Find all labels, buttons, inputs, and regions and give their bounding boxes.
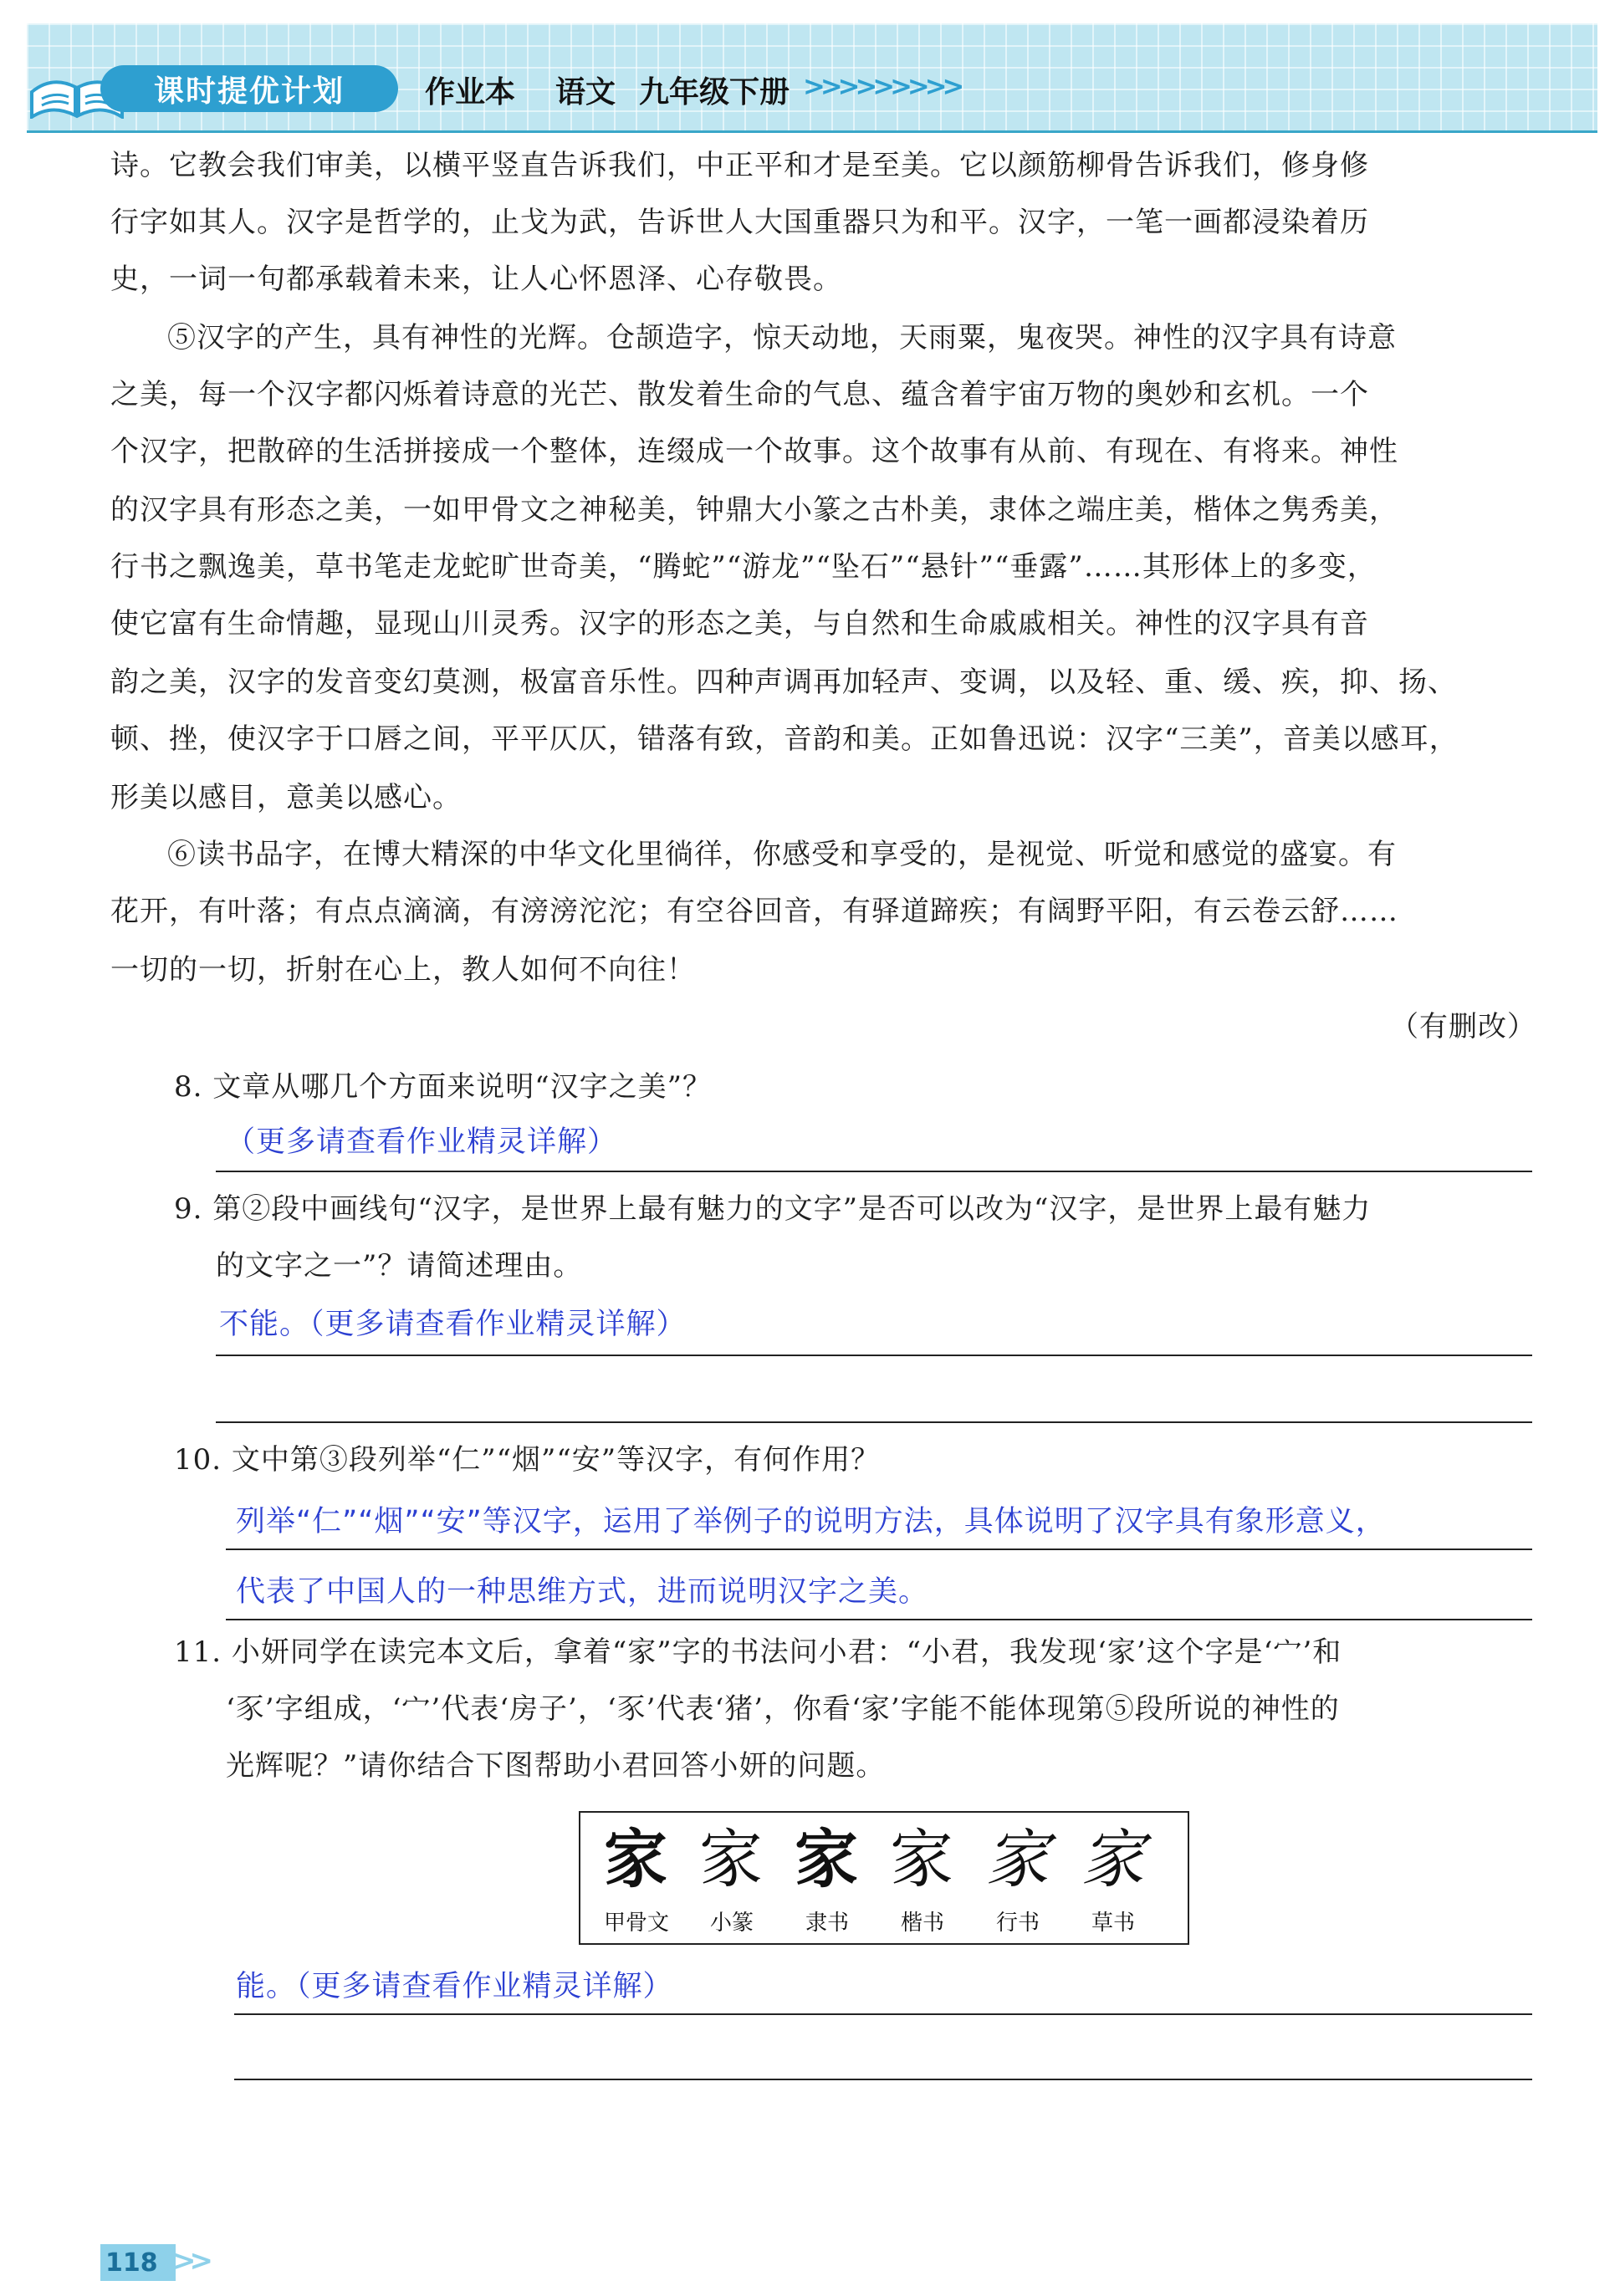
glyph-label: 楷书: [900, 1911, 944, 1936]
glyph-clerical: 家: [795, 1822, 858, 1896]
question-9-line2: 的文字之一”？请简述理由。: [216, 1249, 583, 1283]
subject: 语文: [555, 75, 616, 110]
answer-line: [216, 1421, 1532, 1423]
question-8: 8. 文章从哪几个方面来说明“汉字之美”？: [174, 1070, 713, 1104]
question-11-line1: 11. 小妍同学在读完本文后，拿着“家”字的书法问小君：“小君，我发现‘家’这个字是‘宀’和: [174, 1635, 1342, 1669]
answer-line: [226, 1619, 1532, 1620]
answer-line: [234, 2013, 1532, 2015]
glyph-oracle: 家: [604, 1822, 667, 1896]
glyph-running: 家: [985, 1822, 1049, 1896]
glyph-regular: 家: [890, 1822, 953, 1896]
passage-line: 的汉字具有形态之美，一如甲骨文之神秘美，钟鼎大小篆之古朴美，隶体之端庄美，楷体之隽秀美，: [110, 493, 1398, 527]
question-11-line3: 光辉呢？”请你结合下图帮助小君回答小妍的问题。: [226, 1749, 886, 1783]
passage-line: 史，一词一句都承载着未来，让人心怀恩泽、心存敬畏。: [110, 263, 842, 296]
question-11-line2: ‘豕’字组成，‘宀’代表‘房子’，‘豕’代表‘猪’，你看‘家’字能不能体现第⑤段所说的神性的: [226, 1692, 1340, 1726]
header-chevrons: >>>>>>>>>: [803, 70, 960, 102]
book-type: 作业本: [425, 75, 516, 110]
passage-line: ⑤汉字的产生，具有神性的光辉。仓颉造字，惊天动地，天雨粟，鬼夜哭。神性的汉字具有诗意: [167, 321, 1397, 355]
page-number: 118: [100, 2244, 176, 2281]
passage-line: 形美以感目，意美以感心。: [110, 781, 462, 814]
brand-badge: 课时提优计划: [100, 65, 398, 112]
glyph-seal: 家: [699, 1822, 763, 1896]
answer-10-line1: 列举“仁”“烟”“安”等汉字，运用了举例子的说明方法，具体说明了汉字具有象形意义，: [236, 1505, 1386, 1538]
passage-line: 之美，每一个汉字都闪烁着诗意的光芒、散发着生命的气息、蕴含着宇宙万物的奥妙和玄机。一个: [110, 378, 1369, 411]
page-chevron-icon: >>: [172, 2244, 207, 2278]
answer-line: [216, 1355, 1532, 1356]
passage-line: 一切的一切，折射在心上，教人如何不向往！: [110, 953, 696, 987]
passage-line: 顿、挫，使汉字于口唇之间，平平仄仄，错落有致，音韵和美。正如鲁迅说：汉字“三美”，音美以感耳，: [110, 722, 1459, 756]
answer-11: 能。（更多请查看作业精灵详解）: [236, 1970, 673, 2003]
answer-line: [234, 2079, 1532, 2080]
passage-line: 行字如其人。汉字是哲学的，止戈为武，告诉世人大国重器只为和平。汉字，一笔一画都浸染着历: [110, 206, 1369, 239]
grade: 九年级下册: [639, 75, 790, 110]
answer-9: 不能。（更多请查看作业精灵详解）: [219, 1308, 687, 1341]
answer-8: （更多请查看作业精灵详解）: [226, 1125, 618, 1159]
glyph-label: 隶书: [805, 1911, 849, 1936]
answer-10-line2: 代表了中国人的一种思维方式，进而说明汉字之美。: [236, 1575, 929, 1609]
question-9-line1: 9. 第②段中画线句“汉字，是世界上最有魅力的文字”是否可以改为“汉字，是世界上最有魅力: [174, 1192, 1372, 1226]
passage-line: 行书之飘逸美，草书笔走龙蛇旷世奇美，“腾蛇”“游龙”“坠石”“悬针”“垂露”……其形体上的多变，: [110, 550, 1377, 584]
glyph-label: 草书: [1091, 1911, 1135, 1936]
passage-line: 个汉字，把散碎的生活拼接成一个整体，连缀成一个故事。这个故事有从前、有现在、有将来。神性: [110, 435, 1398, 468]
answer-line: [226, 1549, 1532, 1550]
calligraphy-figure: [579, 1811, 1189, 1945]
passage-line: 使它富有生命情趣，显现山川灵秀。汉字的形态之美，与自然和生命戚戚相关。神性的汉字具有音: [110, 607, 1369, 640]
glyph-cursive: 家: [1081, 1822, 1144, 1896]
passage-note: （有删改）: [1390, 1010, 1536, 1043]
answer-line: [216, 1171, 1532, 1172]
glyph-label: 小篆: [709, 1911, 754, 1936]
question-10: 10. 文中第③段列举“仁”“烟”“安”等汉字，有何作用？: [174, 1443, 881, 1477]
passage-line: 诗。它教会我们审美，以横平竖直告诉我们，中正平和才是至美。它以颜筋柳骨告诉我们，修身修: [110, 149, 1369, 182]
passage-line: ⑥读书品字，在博大精深的中华文化里徜徉，你感受和享受的，是视觉、听觉和感觉的盛宴。有: [167, 838, 1397, 871]
glyph-label: 甲骨文: [603, 1911, 669, 1936]
passage-line: 韵之美，汉字的发音变幻莫测，极富音乐性。四种声调再加轻声、变调，以及轻、重、缓、疾，抑、扬、: [110, 666, 1457, 699]
glyph-label: 行书: [995, 1911, 1040, 1936]
passage-line: 花开，有叶落；有点点滴滴，有滂滂沱沱；有空谷回音，有驿道蹄疾；有阔野平阳，有云卷云舒……: [110, 895, 1398, 928]
